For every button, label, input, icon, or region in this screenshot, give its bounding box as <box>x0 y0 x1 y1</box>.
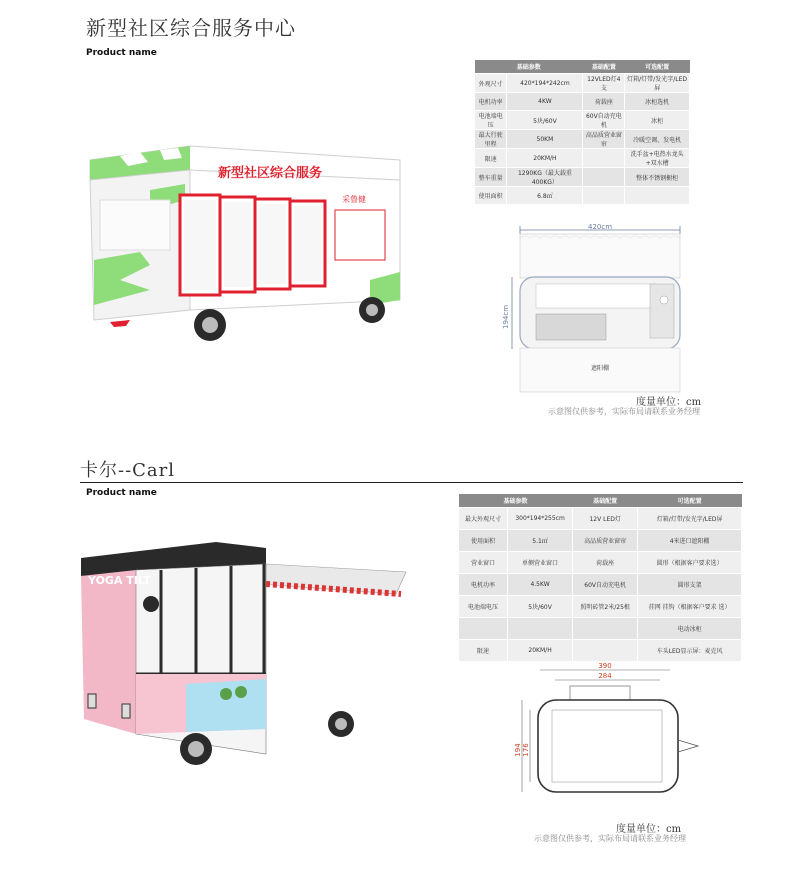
section1-note: 示意图仅供参考，实际布局请联系业务经理 <box>548 407 700 416</box>
table-cell: 车头LED显示屏：麦克风 <box>638 640 742 662</box>
table-row <box>475 111 690 130</box>
table-cell: 挂网 挂钩（根据客户要求 选） <box>638 596 742 618</box>
table-cell: 6.8㎡ <box>507 187 583 205</box>
table-cell <box>583 149 625 168</box>
section2-spec-table <box>458 494 742 662</box>
section1-title: 新型社区综合服务中心 <box>86 16 296 40</box>
table-cell: 5块/60V <box>507 111 583 130</box>
table-header: 基础参数 <box>459 494 573 508</box>
truck-slogan-text: 新型社区综合服务 <box>218 166 323 181</box>
table-row <box>459 552 742 574</box>
table-cell: 20KM/H <box>507 149 583 168</box>
section2-product-name: Product name <box>86 488 157 498</box>
table-cell: 20KM/H <box>508 640 573 662</box>
table-cell: 高品质营业窗帘 <box>583 130 625 149</box>
table-cell: 整体不锈钢橱柜 <box>625 168 690 187</box>
table-cell: 4.5KW <box>508 574 573 596</box>
table-row <box>459 640 742 662</box>
table-cell: 420*194*242cm <box>507 74 583 93</box>
table-row <box>475 74 690 93</box>
table-cell <box>508 618 573 640</box>
table-header: 可选配置 <box>625 60 690 74</box>
table-cell: 电动冰柜 <box>638 618 742 640</box>
table-row <box>459 508 742 530</box>
table-cell: 限速 <box>475 149 507 168</box>
plan2-inner-height-label: 176 <box>522 743 530 757</box>
section2-title: 卡尔--Carl <box>80 460 176 481</box>
table-cell: 最大外观尺寸 <box>459 508 508 530</box>
table-cell: 5块/60V <box>508 596 573 618</box>
table-cell: 4KW <box>507 93 583 111</box>
table-cell: 照明砖管2米/25根 <box>573 596 638 618</box>
table-cell: 4米进口遮阳棚 <box>638 530 742 552</box>
table-cell: 最大行驶里程 <box>475 130 507 149</box>
table-row <box>475 168 690 187</box>
table-cell <box>573 618 638 640</box>
carl-truck-sign: YOGA TILT <box>88 574 151 587</box>
table-cell: 灯箱/灯带/发光字/LED屏 <box>625 74 690 93</box>
table-header: 基础参数 <box>475 60 583 74</box>
table-cell: 高品质营业窗帘 <box>573 530 638 552</box>
table-row <box>475 93 690 111</box>
table-cell: 营业窗口 <box>459 552 508 574</box>
plan1-height-label: 194cm <box>502 304 510 330</box>
table-cell: 300*194*255cm <box>508 508 573 530</box>
plan1-awning-bottom-label: 遮阳棚 <box>590 365 610 372</box>
table-row <box>475 130 690 149</box>
table-header: 基础配置 <box>583 60 625 74</box>
table-cell: 圆形（根据客户要求选） <box>638 552 742 574</box>
table-cell: 荷载座 <box>583 93 625 111</box>
table-cell <box>573 640 638 662</box>
table-cell <box>625 187 690 205</box>
table-cell <box>459 618 508 640</box>
table-cell: 使用面积 <box>459 530 508 552</box>
section1-spec-table <box>474 60 690 205</box>
table-cell: 5.1㎡ <box>508 530 573 552</box>
section2-unit-label: 度量单位：cm <box>616 824 682 835</box>
table-cell: 使用面积 <box>475 187 507 205</box>
table-cell: 外观尺寸 <box>475 74 507 93</box>
section-divider <box>80 482 743 483</box>
table-cell: 12VLED灯4支 <box>583 74 625 93</box>
section1-floor-plan <box>500 222 710 398</box>
table-cell: 灯箱/灯带/发光字/LED屏 <box>638 508 742 530</box>
plan2-outer-width-label: 390 <box>598 662 612 670</box>
table-row <box>459 596 742 618</box>
table-cell: 冰柜选机 <box>625 93 690 111</box>
table-cell: 50KM <box>507 130 583 149</box>
section2-note: 示意图仅供参考，实际布局请联系业务经理 <box>534 834 686 843</box>
section2-floor-plan <box>510 660 710 800</box>
table-row <box>475 187 690 205</box>
table-cell: 12V LED灯 <box>573 508 638 530</box>
table-cell: 电机功率 <box>475 93 507 111</box>
table-cell: 限速 <box>459 640 508 662</box>
table-cell: 电机功率 <box>459 574 508 596</box>
table-row <box>459 530 742 552</box>
section1-unit-label: 度量单位：cm <box>636 397 702 408</box>
truck-sign-text: 采鲁健 <box>342 195 366 204</box>
section1-product-name: Product name <box>86 48 157 58</box>
table-header: 可选配置 <box>638 494 742 508</box>
table-cell: 荷载座 <box>573 552 638 574</box>
table-cell: 整车重量 <box>475 168 507 187</box>
plan2-inner-width-label: 284 <box>598 672 612 680</box>
table-cell: 电池端电压 <box>475 111 507 130</box>
table-cell: 冷暖空调、发电机 <box>625 130 690 149</box>
table-cell <box>583 187 625 205</box>
table-cell: 1290KG（最大载重400KG） <box>507 168 583 187</box>
table-cell: 60V自动充电机 <box>573 574 638 596</box>
table-row <box>459 618 742 640</box>
table-cell: 60V自动充电机 <box>583 111 625 130</box>
table-header: 基础配置 <box>573 494 638 508</box>
community-service-truck-image <box>80 140 410 350</box>
table-cell: 圆形支架 <box>638 574 742 596</box>
carl-food-truck-image <box>66 524 426 769</box>
table-row <box>475 149 690 168</box>
plan1-width-label: 420cm <box>587 223 613 231</box>
table-cell <box>583 168 625 187</box>
table-row <box>459 574 742 596</box>
table-cell: 单侧营业窗口 <box>508 552 573 574</box>
table-cell: 冰柜 <box>625 111 690 130</box>
plan2-outer-height-label: 194 <box>514 743 522 757</box>
table-cell: 洗手盆+电热水龙头+双水槽 <box>625 149 690 168</box>
table-cell: 电池端电压 <box>459 596 508 618</box>
